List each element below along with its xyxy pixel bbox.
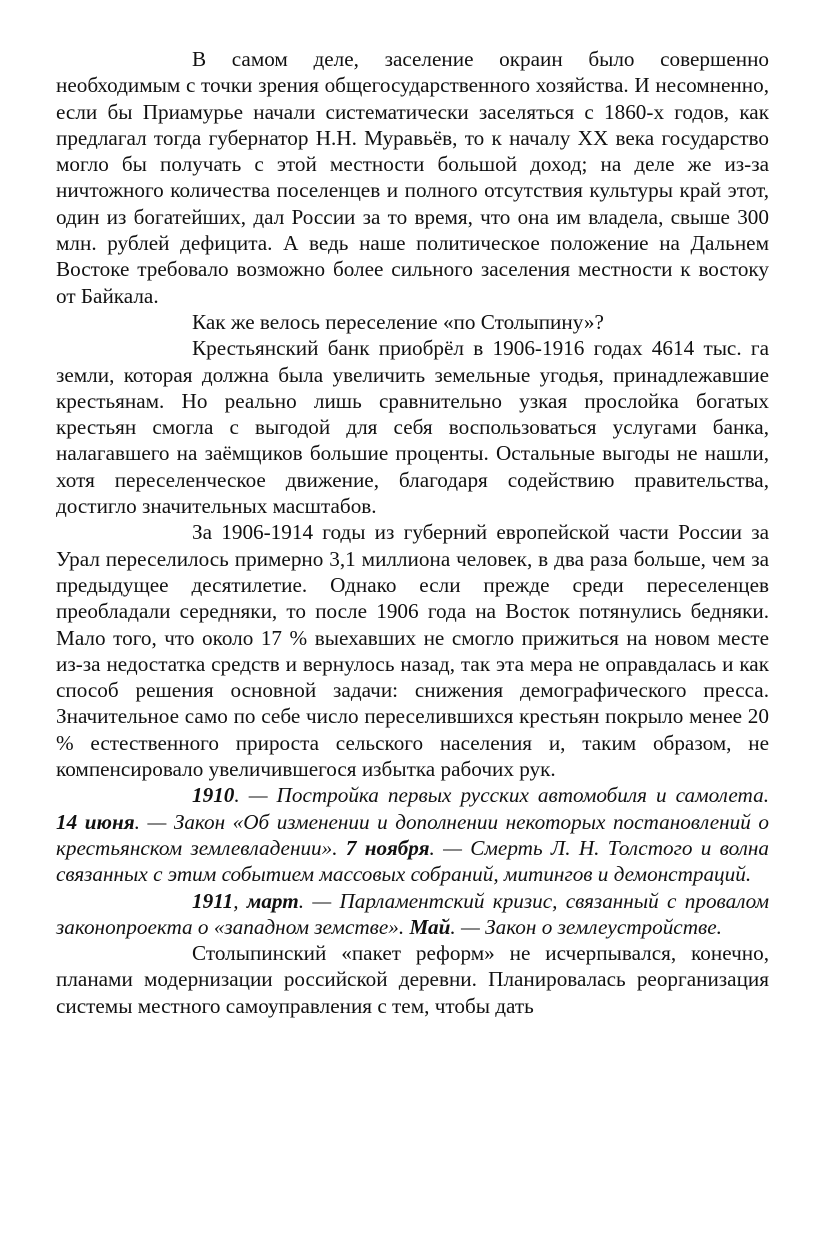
- event-tolstoy: . — Смерть Л. Н. Толстого и волна связанных с этим событием массовых собраний, митингов и демонстраций.: [56, 835, 769, 887]
- paragraph-reform-package: Столыпинский «пакет реформ» не исчерпывался, конечно, планами модернизации российской деревни. Планировалась реорганизация системы местного самоуправления с тем, чтобы дать: [56, 941, 769, 1018]
- separator: ,: [233, 888, 247, 913]
- paragraph-migration: За 1906-1914 годы из губерний европейской части России за Урал переселилось примерно 3,1 миллиона человек, в два раза больше, чем за предыдущее десятилетие. Однако если прежде среди переселенцев преобладали середняки, то после 1906 года на Восток потянулись бедняки. Мало того, что около 17 % выехавших не смогло прижиться на новом месте из-за недостатка средств и вернулось назад, так эта мера не оправдалась и как способ решения основной задачи: снижения демографического пресса. Значительное само по себе число переселившихся крестьян покрыло менее 20 % естественного прироста сельского населения и, таким образом, не компенсировало увеличившегося избытка рабочих рук.: [56, 520, 769, 782]
- paragraph-question: Как же велось переселение «по Столыпину»?: [192, 309, 604, 334]
- chronology-1910: [56, 782, 769, 887]
- date-march: март: [246, 888, 299, 913]
- event-vehicles: . — Постройка первых русских автомобиля и самолета.: [234, 783, 769, 808]
- date-june-14: 14 июня: [56, 809, 135, 834]
- year-1910: 1910: [192, 783, 235, 808]
- chronology-1911: [56, 888, 769, 941]
- year-1911: 1911: [192, 888, 234, 913]
- event-parliament-crisis: . — Парламентский кризис, связанный с провалом законопроекта о «западном земстве».: [56, 888, 769, 939]
- date-november-7: 7 ноября: [345, 835, 430, 860]
- paragraph-settlement-necessity: В самом деле, заселение окраин было совершенно необходимым с точки зрения общегосударственного хозяйства. И несомненно, если бы Приамурье начали систематически заселяться с 1860-х годов, как предлагал тогда губернатор Н.Н. Муравьёв, то к началу XX века государство могло бы получать с этой местности большой доход; на деле же из-за ничтожного количества поселенцев и полного отсутствия культуры край этот, один из богатейших, дал России за то время, что она им владела, свыше 300 млн. рублей дефицита. А ведь наше политическое положение на Дальнем Востоке требовало возможно более сильного заселения местности к востоку от Байкала.: [56, 47, 769, 308]
- paragraph-peasant-bank: Крестьянский банк приобрёл в 1906-1916 годах 4614 тыс. га земли, которая должна была увеличить земельные угодья, принадлежавшие крестьянам. Но реально лишь сравнительно узкая прослойка богатых крестьян смогла с выгодой для себя воспользоваться услугами банка, налагавшего на заёмщиков большие проценты. Остальные выгоды не нашли, хотя переселенческое движение, благодаря содействию правительства, достигло значительных масштабов.: [56, 336, 769, 519]
- event-land-law: . — Закон «Об изменении и дополнении некоторых постановлений о крестьянском землевладении».: [56, 809, 769, 860]
- date-may: Май: [409, 914, 451, 939]
- event-land-management-law: . — Закон о землеустройстве.: [450, 914, 722, 939]
